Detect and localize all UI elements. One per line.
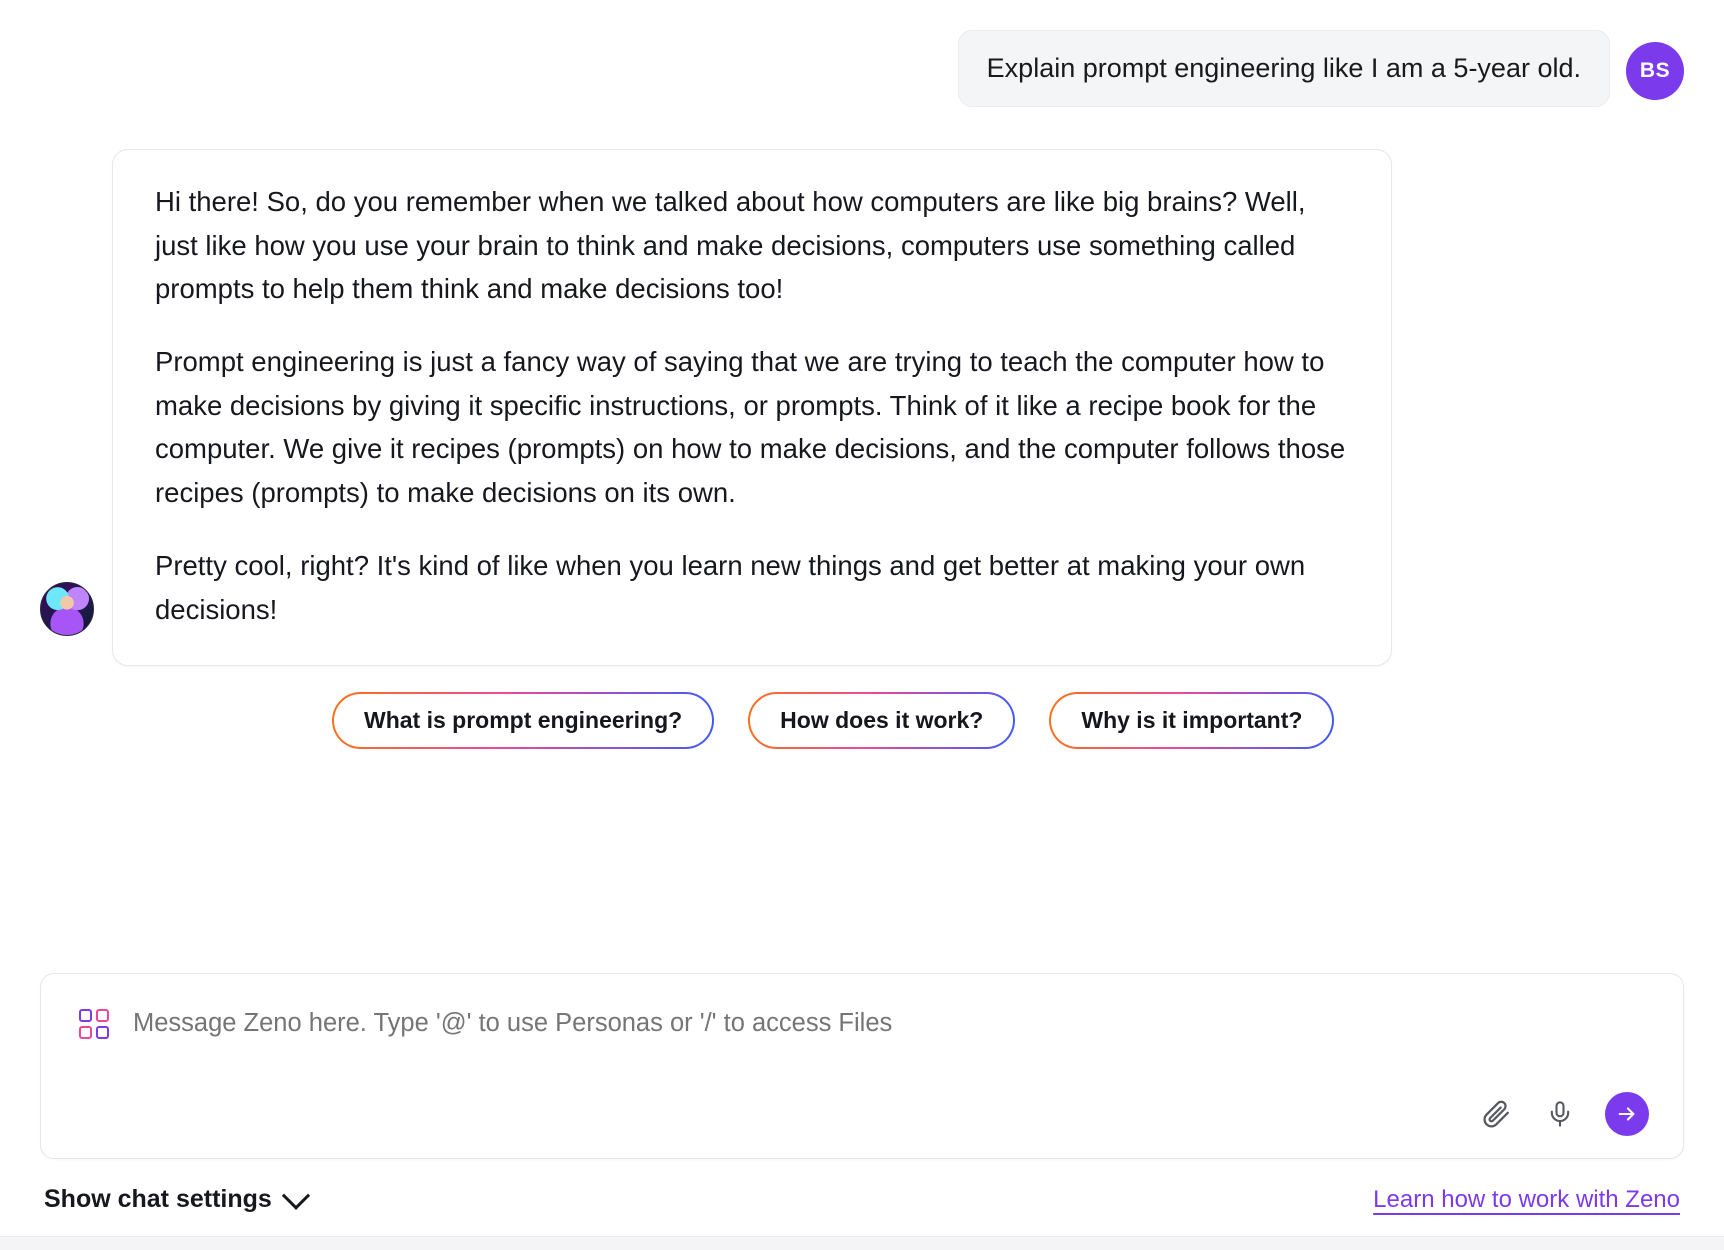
bottom-strip [0,1236,1724,1250]
apps-grid-icon[interactable] [79,1009,109,1039]
assistant-paragraph-3: Pretty cool, right? It's kind of like when you learn new things and get better at making your own decisions! [155,550,1306,625]
suggestion-chip-2[interactable]: How does it work? [748,692,1015,749]
composer-wrapper [0,973,1724,1159]
assistant-paragraph-1: Hi there! So, do you remember when we talked about how computers are like big brains? Well, just like how you use your brain to think and make decisions, computers use something called prompts to help them think and make decisions too! [155,186,1306,304]
composer-input-row [41,974,1683,1039]
learn-more-link[interactable]: Learn how to work with Zeno [1373,1185,1680,1213]
suggestion-chip-3[interactable]: Why is it important? [1049,692,1334,749]
send-button[interactable] [1605,1092,1649,1136]
footer-bar [0,1159,1724,1236]
show-chat-settings-label: Show chat settings [44,1185,272,1213]
suggestion-chip-1[interactable]: What is prompt engineering? [332,692,714,749]
assistant-message-bubble [112,149,1392,666]
attachment-icon[interactable] [1477,1095,1515,1133]
chevron-down-icon [282,1181,310,1209]
avatar-assistant [40,582,94,636]
user-message-row [40,30,1684,107]
composer-actions [1477,1092,1649,1136]
user-message-bubble: Explain prompt engineering like I am a 5-year old. [958,30,1610,107]
avatar-user[interactable]: BS [1626,42,1684,100]
assistant-paragraph-2: Prompt engineering is just a fancy way of saying that we are trying to teach the computer how to make decisions by giving it specific instructions, or prompts. Think of it like a recipe book for the computer. We give it recipes (prompts) on how to make decisions, and the computer follows those recipes (prompts) to make decisions on its own. [155,346,1346,508]
message-input[interactable] [131,1008,1649,1039]
suggestion-chips [332,692,1684,749]
show-chat-settings-button[interactable] [44,1185,306,1214]
assistant-message-row [40,149,1684,666]
message-composer[interactable] [40,973,1684,1159]
microphone-icon[interactable] [1541,1095,1579,1133]
